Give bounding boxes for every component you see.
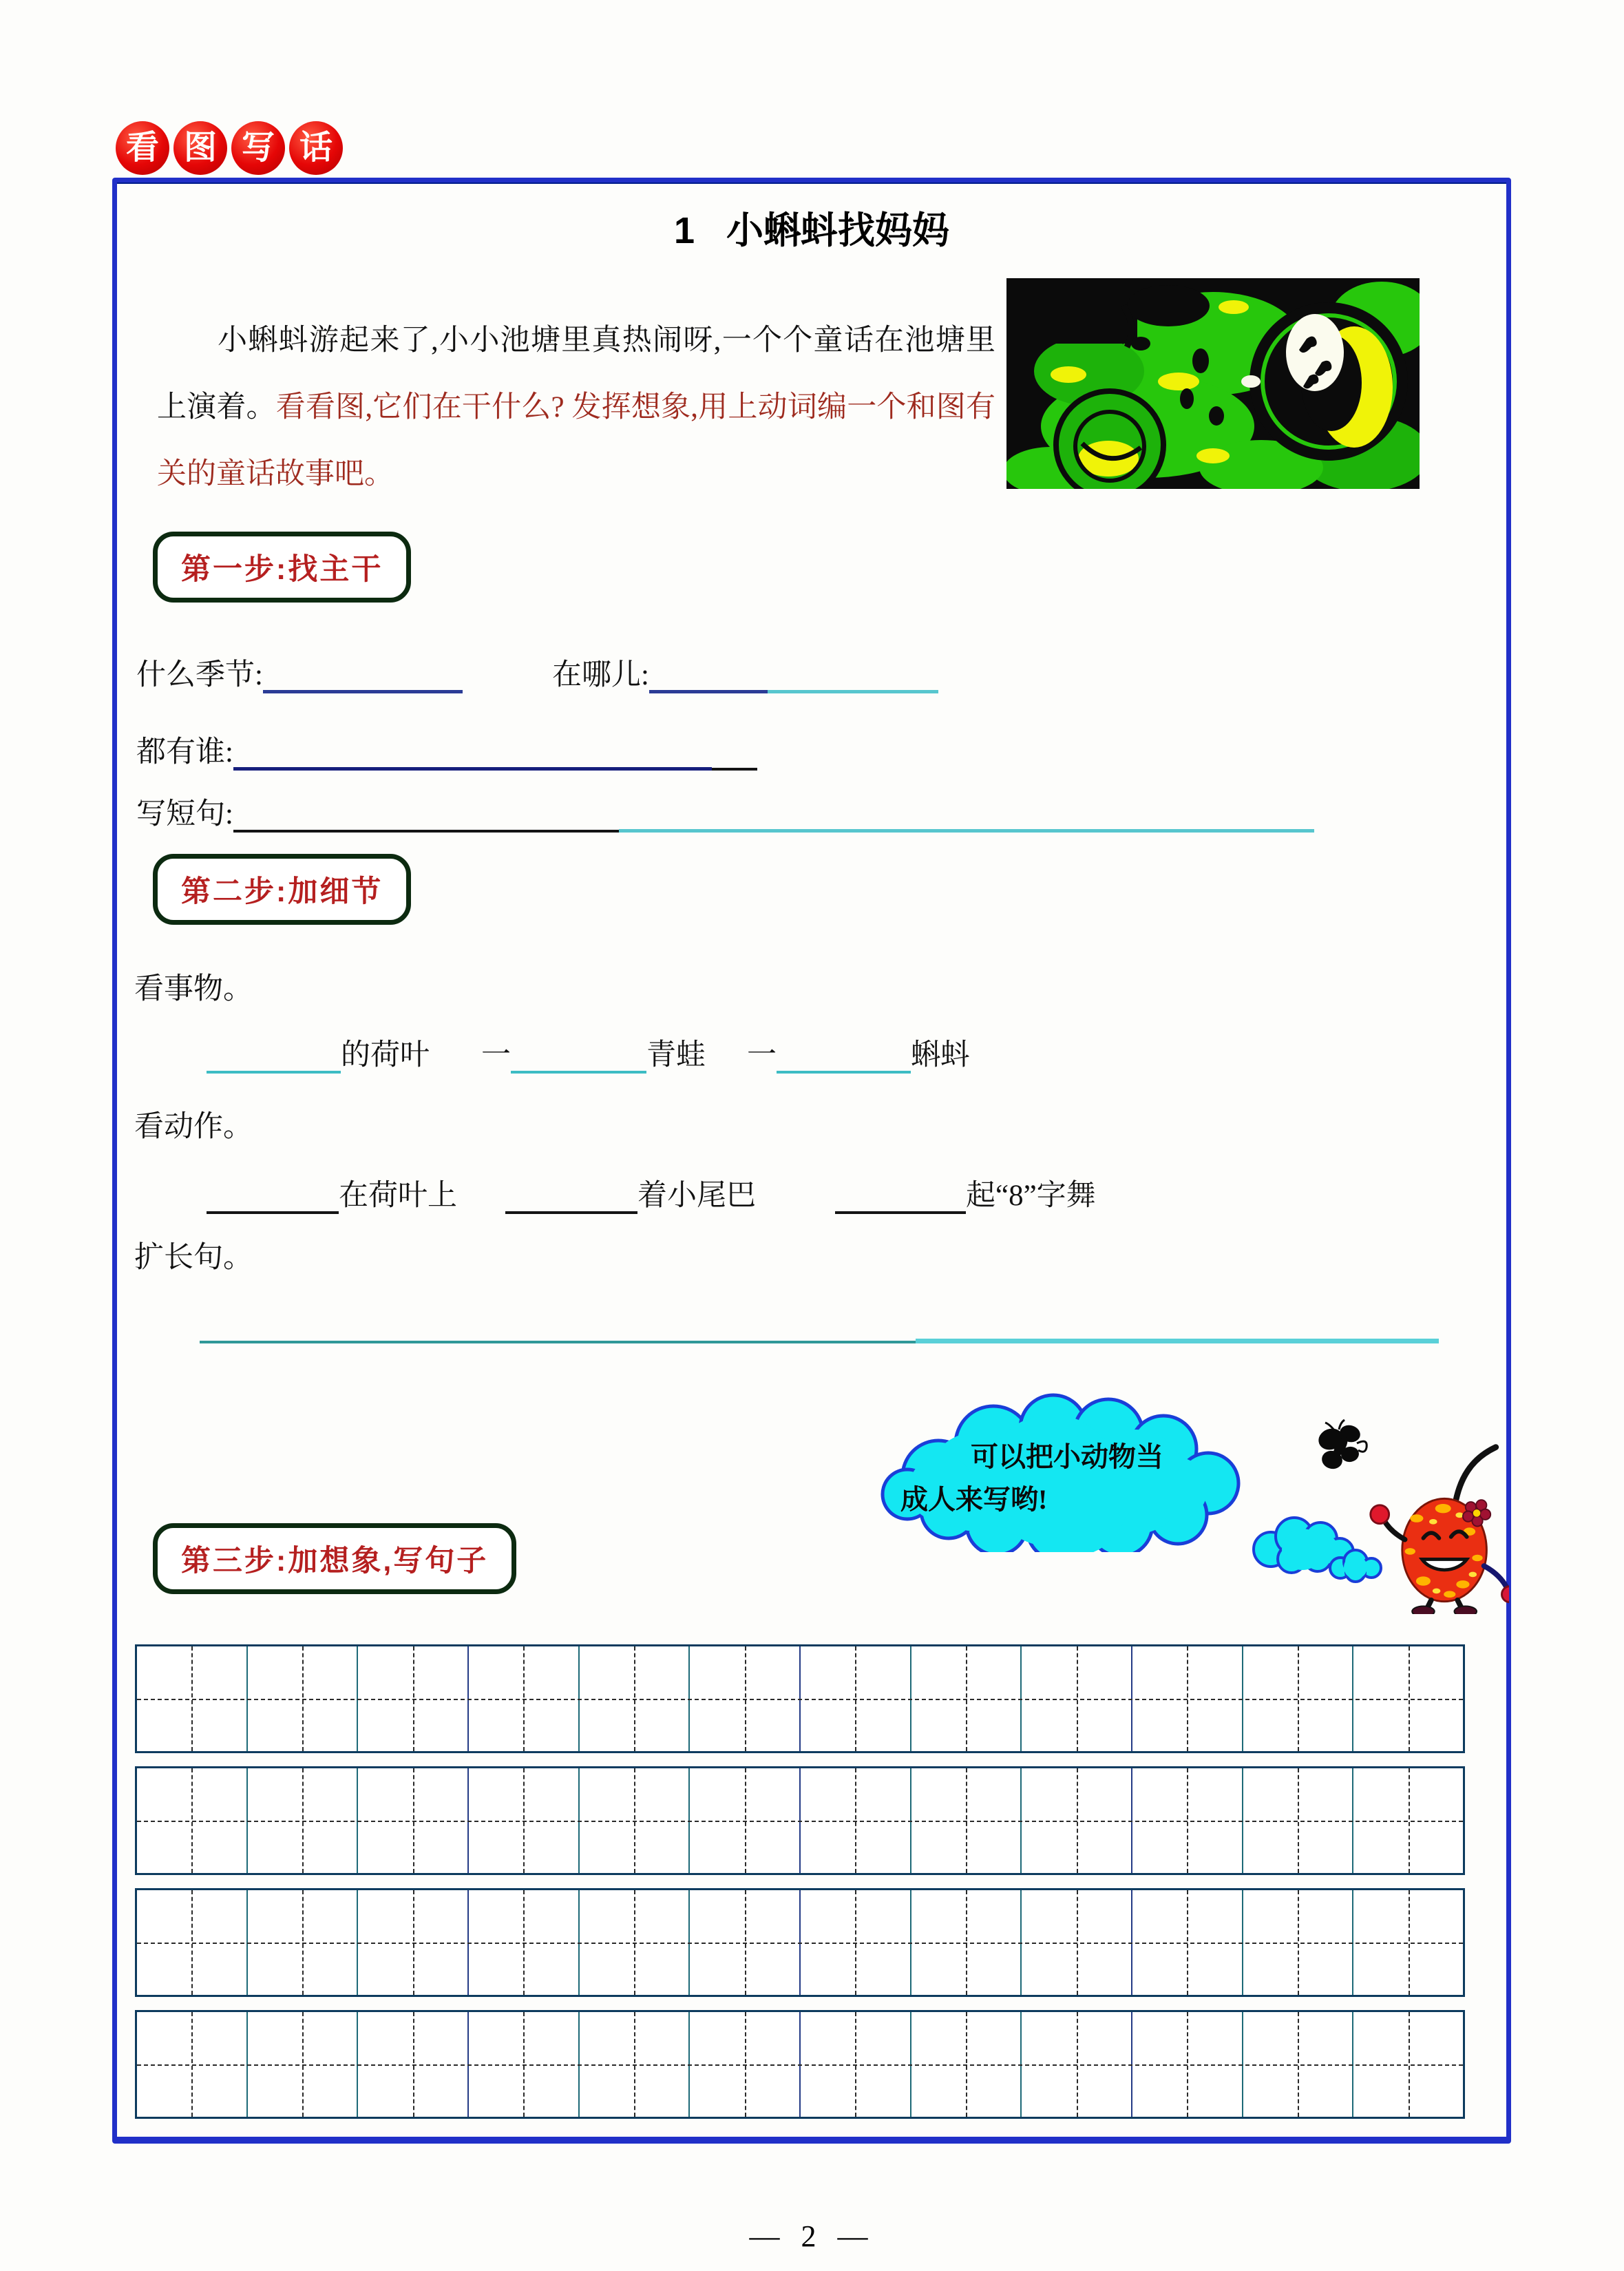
writing-grid-row	[135, 1766, 1465, 1875]
action-verb-blank[interactable]	[207, 1177, 339, 1214]
step1-label: 第一步:找主干	[181, 553, 383, 586]
pond-illustration	[1006, 278, 1420, 489]
expand-sentence-fill-line[interactable]	[200, 1339, 1439, 1343]
intro-red-text: 看看图,它们在干什么? 发挥想象,用上动词编一个和图有关的童话故事吧。	[157, 391, 995, 490]
logo-char-badge: 话	[289, 121, 343, 175]
series-logo	[116, 121, 343, 175]
step2-heading-box	[153, 854, 411, 925]
look-actions-label: 看动作。	[134, 1111, 253, 1143]
writing-grid-cell[interactable]	[248, 2012, 359, 2117]
intro-black-text: 小蝌蚪游起来了,小小池塘里真热闹呀,一个个童话在池塘里上演着。	[157, 324, 995, 423]
writing-grid-cell[interactable]	[690, 2012, 801, 2117]
thing-measure-blank[interactable]	[511, 1036, 646, 1074]
where-fill-blank[interactable]	[768, 656, 938, 693]
short-sentence-fill-blank[interactable]	[233, 795, 619, 833]
writing-grid-cell[interactable]	[1132, 1646, 1243, 1751]
writing-grid-row	[135, 2010, 1465, 2119]
writing-grid-cell[interactable]	[801, 2012, 911, 2117]
pond-illustration-image	[1006, 278, 1420, 489]
expand-sentence-label: 扩长句。	[134, 1242, 253, 1274]
writing-grid-cell[interactable]	[801, 1890, 911, 1995]
fill-row-season-where	[136, 651, 938, 693]
who-fill-blank[interactable]	[712, 733, 757, 771]
writing-grid-row	[135, 1888, 1465, 1997]
short-sentence-label: 写短句:	[136, 798, 233, 830]
writing-grid-cell[interactable]	[137, 1890, 248, 1995]
writing-grid-cell[interactable]	[580, 1768, 690, 1873]
writing-grid-cell[interactable]	[1022, 1890, 1132, 1995]
writing-grid-cell[interactable]	[911, 1768, 1022, 1873]
writing-grid-cell[interactable]	[1132, 2012, 1243, 2117]
writing-grid-row	[135, 1644, 1465, 1753]
step3-label: 第三步:加想象,写句子	[181, 1545, 489, 1578]
season-fill-blank[interactable]	[263, 656, 463, 693]
logo-char-badge: 图	[173, 121, 227, 175]
thing-prefix: 一	[481, 1039, 511, 1071]
things-fill-row	[207, 1032, 970, 1074]
writing-grid-cell[interactable]	[1132, 1890, 1243, 1995]
writing-grid-cell[interactable]	[690, 1646, 801, 1751]
writing-grid-cell[interactable]	[1243, 1890, 1354, 1995]
logo-char-badge: 看	[116, 121, 169, 175]
tip-text-line1: 可以把小动物当	[971, 1441, 1163, 1472]
where-fill-blank[interactable]	[649, 656, 768, 693]
writing-grid-cell[interactable]	[801, 1768, 911, 1873]
action-suffix: 起“8”字舞	[966, 1180, 1096, 1212]
writing-grid-cell[interactable]	[469, 2012, 580, 2117]
writing-grid-cell[interactable]	[911, 2012, 1022, 2117]
writing-grid-cell[interactable]	[1243, 1768, 1354, 1873]
short-sentence-fill-blank[interactable]	[619, 795, 1314, 833]
writing-grid-cell[interactable]	[1353, 1890, 1463, 1995]
thing-measure-blank[interactable]	[777, 1036, 911, 1074]
who-label: 都有谁:	[136, 736, 233, 768]
writing-grid-cell[interactable]	[358, 1646, 469, 1751]
writing-grid-cell[interactable]	[580, 1646, 690, 1751]
logo-char-badge: 写	[231, 121, 285, 175]
writing-grid-cell[interactable]	[358, 1890, 469, 1995]
thing-adjective-blank[interactable]	[207, 1036, 341, 1074]
writing-grid-cell[interactable]	[801, 1646, 911, 1751]
tip-speech-bubble	[866, 1385, 1243, 1552]
action-verb-blank[interactable]	[505, 1177, 637, 1214]
writing-grid-cell[interactable]	[911, 1890, 1022, 1995]
thing-suffix: 的荷叶	[341, 1039, 430, 1071]
writing-grid-cell[interactable]	[1353, 2012, 1463, 2117]
writing-grid-cell[interactable]	[358, 2012, 469, 2117]
who-fill-blank[interactable]	[233, 733, 712, 771]
writing-grid-cell[interactable]	[248, 1646, 359, 1751]
butterfly-icon	[1311, 1417, 1373, 1480]
action-verb-blank[interactable]	[835, 1177, 966, 1214]
actions-fill-row	[207, 1172, 1096, 1214]
fill-line-segment	[916, 1339, 1439, 1343]
writing-grid-cell[interactable]	[1243, 1646, 1354, 1751]
writing-grid-cell[interactable]	[580, 1890, 690, 1995]
lesson-title-text: 小蝌蚪找妈妈	[726, 210, 950, 251]
writing-grid-cell[interactable]	[1022, 2012, 1132, 2117]
look-things-label: 看事物。	[134, 973, 253, 1005]
thing-suffix: 蝌蚪	[911, 1039, 970, 1071]
writing-grid-cell[interactable]	[690, 1890, 801, 1995]
writing-grid-cell[interactable]	[580, 2012, 690, 2117]
writing-grid-cell[interactable]	[1353, 1646, 1463, 1751]
writing-grid-cell[interactable]	[469, 1646, 580, 1751]
thing-prefix: 一	[747, 1039, 777, 1071]
fill-row-short-sentence	[136, 791, 1314, 833]
writing-grid-cell[interactable]	[1132, 1768, 1243, 1873]
writing-grid-cell[interactable]	[137, 2012, 248, 2117]
writing-grid-cell[interactable]	[469, 1890, 580, 1995]
intro-paragraph	[157, 307, 995, 507]
writing-grid-cell[interactable]	[690, 1768, 801, 1873]
action-suffix: 着小尾巴	[637, 1180, 756, 1212]
writing-grid-cell[interactable]	[358, 1768, 469, 1873]
writing-grid-cell[interactable]	[469, 1768, 580, 1873]
writing-grid-cell[interactable]	[1243, 2012, 1354, 2117]
thing-suffix: 青蛙	[646, 1039, 706, 1071]
page-title	[112, 201, 1511, 254]
fill-row-who	[136, 729, 757, 771]
writing-grid-cell[interactable]	[1353, 1768, 1463, 1873]
fruit-mascot-character	[1367, 1439, 1509, 1614]
step1-heading-box	[153, 532, 411, 603]
lesson-number: 1	[673, 210, 695, 251]
fill-line-segment	[200, 1341, 916, 1343]
writing-grid-cell[interactable]	[911, 1646, 1022, 1751]
writing-grid-cell[interactable]	[137, 1768, 248, 1873]
writing-grid-cell[interactable]	[248, 1768, 359, 1873]
tip-text-line2: 成人来写哟!	[900, 1484, 1048, 1515]
writing-grid-cell[interactable]	[137, 1646, 248, 1751]
step3-heading-box	[153, 1523, 516, 1594]
writing-grid-cell[interactable]	[248, 1890, 359, 1995]
step2-label: 第二步:加细节	[181, 875, 383, 908]
composition-writing-grid	[135, 1644, 1465, 2119]
action-suffix: 在荷叶上	[339, 1180, 457, 1212]
writing-grid-cell[interactable]	[1022, 1768, 1132, 1873]
page-number: — 2 —	[749, 2219, 875, 2253]
writing-grid-cell[interactable]	[1022, 1646, 1132, 1751]
season-label: 什么季节:	[136, 659, 263, 691]
where-label: 在哪儿:	[551, 659, 649, 691]
